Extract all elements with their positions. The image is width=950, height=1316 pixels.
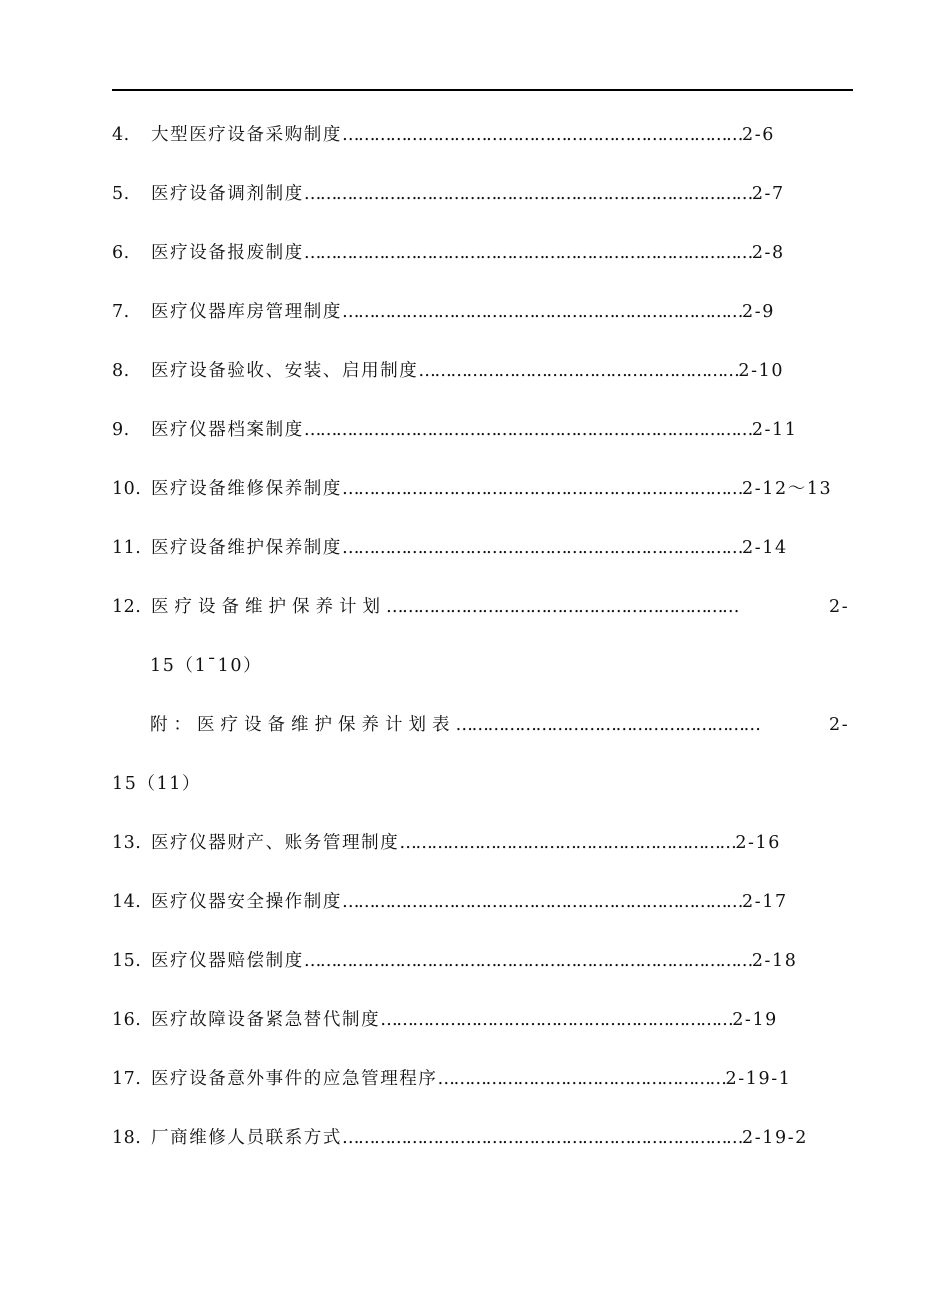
toc-title: 医疗仪器赔偿制度 bbox=[151, 951, 304, 971]
toc-leader: ……………………………………………… bbox=[437, 1069, 726, 1089]
toc-number: 17. bbox=[112, 1069, 142, 1089]
toc-page: 2-12～13 bbox=[742, 479, 833, 499]
toc-number: 7. bbox=[112, 302, 130, 322]
toc-page: 2-8 bbox=[751, 243, 785, 263]
toc-title: 医疗仪器安全操作制度 bbox=[151, 892, 342, 912]
toc-page: 2-6 bbox=[742, 125, 775, 145]
toc-leader: ………………………………………………………………… bbox=[342, 302, 742, 322]
toc-title: 医疗故障设备紧急替代制度 bbox=[151, 1010, 381, 1030]
toc-title: 医疗设备报废制度 bbox=[151, 243, 304, 263]
toc-page: 15（11） bbox=[112, 774, 202, 794]
toc-page: 15（1¯10） bbox=[150, 656, 263, 676]
toc-leader: ………………………………………………………………… bbox=[342, 1128, 742, 1148]
toc-appendix-page-cont bbox=[112, 769, 201, 799]
toc-page: 2-14 bbox=[742, 538, 788, 558]
toc-title: 医疗仪器档案制度 bbox=[151, 420, 304, 440]
toc-number: 16. bbox=[112, 1010, 142, 1030]
toc-entry-17[interactable] bbox=[112, 1064, 791, 1094]
toc-entry-18[interactable] bbox=[112, 1123, 808, 1153]
toc-leader: ………………………………………………… bbox=[455, 715, 760, 735]
toc-entry-9[interactable] bbox=[112, 415, 798, 445]
toc-leader: ………………………………………………………………… bbox=[342, 538, 742, 558]
toc-page: 2-17 bbox=[742, 892, 788, 912]
toc-page: 2- bbox=[829, 715, 850, 735]
toc-number: 4. bbox=[112, 125, 130, 145]
toc-page: 2-19-2 bbox=[742, 1128, 808, 1148]
toc-number: 11. bbox=[112, 538, 142, 558]
toc-entry-11[interactable] bbox=[112, 533, 788, 563]
toc-number: 15. bbox=[112, 951, 142, 971]
toc-page: 2-10 bbox=[738, 361, 785, 381]
toc-number: 14. bbox=[112, 892, 142, 912]
toc-entry-4[interactable] bbox=[112, 120, 775, 150]
toc-number: 18. bbox=[112, 1128, 142, 1148]
toc-number: 12. bbox=[112, 597, 142, 617]
toc-appendix[interactable] bbox=[150, 710, 830, 740]
toc-leader: ………………………………………………………………… bbox=[342, 892, 742, 912]
toc-entry-12[interactable] bbox=[112, 592, 852, 622]
toc-title: 医疗仪器库房管理制度 bbox=[151, 302, 342, 322]
toc-title: 附：医疗设备维护保养计划表 bbox=[150, 715, 456, 735]
toc-page: 2-19-1 bbox=[725, 1069, 792, 1089]
toc-leader: ………………………………………………………………… bbox=[342, 479, 742, 499]
toc-entry-8[interactable] bbox=[112, 356, 784, 386]
toc-entry-7[interactable] bbox=[112, 297, 775, 327]
toc-entry-16[interactable] bbox=[112, 1005, 778, 1035]
toc-number: 9. bbox=[112, 420, 130, 440]
toc-title: 厂商维修人员联系方式 bbox=[151, 1128, 342, 1148]
toc-number: 6. bbox=[112, 243, 130, 263]
toc-number: 8. bbox=[112, 361, 130, 381]
toc-leader: ………………………………………………………………………… bbox=[303, 420, 752, 440]
toc-page: 2-11 bbox=[751, 420, 798, 440]
toc-number: 5. bbox=[112, 184, 130, 204]
toc-title: 医疗设备验收、安装、启用制度 bbox=[151, 361, 419, 381]
toc-title: 医疗设备调剂制度 bbox=[151, 184, 304, 204]
toc-title: 大型医疗设备采购制度 bbox=[151, 125, 342, 145]
toc-leader: ………………………………………………………… bbox=[386, 597, 738, 617]
toc-entry-15[interactable] bbox=[112, 946, 798, 976]
toc-title: 医疗设备意外事件的应急管理程序 bbox=[151, 1069, 438, 1089]
toc-appendix-page-start bbox=[829, 710, 849, 740]
toc-title: 医疗设备维护保养制度 bbox=[151, 538, 342, 558]
toc-page: 2- bbox=[829, 597, 850, 617]
toc-leader: ………………………………………………………………… bbox=[342, 125, 742, 145]
toc-page: 2-18 bbox=[751, 951, 798, 971]
toc-leader: ………………………………………………………… bbox=[380, 1010, 733, 1030]
toc-leader: ………………………………………………………………………… bbox=[303, 951, 752, 971]
toc-entry-14[interactable] bbox=[112, 887, 788, 917]
toc-leader: ……………………………………………………… bbox=[399, 833, 736, 853]
toc-number: 13. bbox=[112, 833, 142, 853]
toc-page: 2-7 bbox=[751, 184, 785, 204]
toc-title: 医疗仪器财产、账务管理制度 bbox=[151, 833, 400, 853]
toc-page: 2-9 bbox=[742, 302, 775, 322]
toc-entry-6[interactable] bbox=[112, 238, 785, 268]
toc-leader: ………………………………………………………………………… bbox=[303, 184, 752, 204]
toc-entry-10[interactable] bbox=[112, 474, 832, 504]
toc-leader: …………………………………………………… bbox=[418, 361, 739, 381]
toc-title: 医疗设备维修保养制度 bbox=[151, 479, 342, 499]
toc-number: 10. bbox=[112, 479, 142, 499]
toc-entry-5[interactable] bbox=[112, 179, 785, 209]
toc-page: 2-16 bbox=[735, 833, 782, 853]
toc-entry-13[interactable] bbox=[112, 828, 781, 858]
toc-leader: ………………………………………………………………………… bbox=[303, 243, 752, 263]
toc-entry-12-page-cont bbox=[150, 651, 262, 681]
toc-entry-12-page-start bbox=[829, 592, 849, 622]
toc-title: 医疗设备维护保养计划 bbox=[151, 597, 386, 617]
toc-page: 2-19 bbox=[732, 1010, 778, 1030]
